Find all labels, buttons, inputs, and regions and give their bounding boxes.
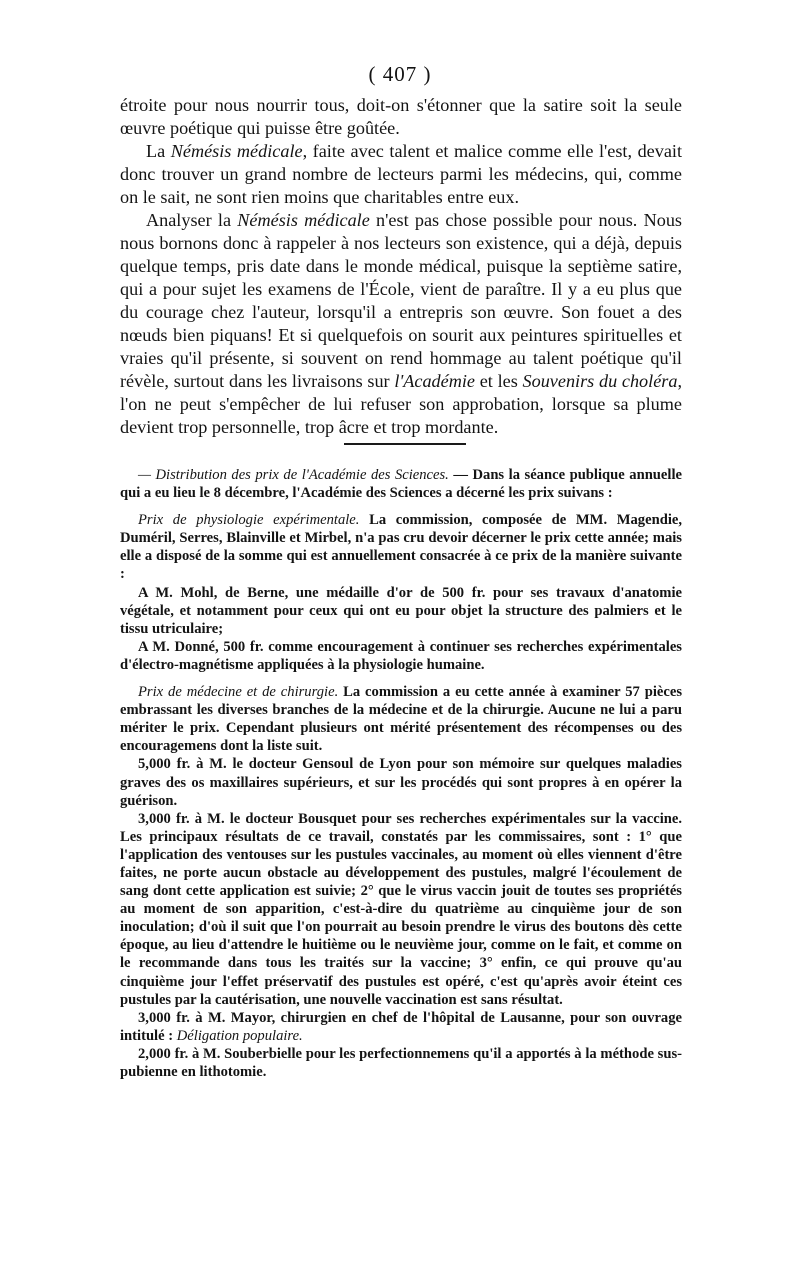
book-title: Némésis médicale	[237, 210, 370, 230]
book-title: Némésis médicale	[170, 141, 303, 161]
page-number: ( 407 )	[368, 62, 432, 86]
section-divider	[344, 443, 466, 445]
prize-title: Prix de médecine et de chirurgie.	[138, 684, 339, 701]
prize-heading: Prix de physiologie expérimentale. La commission, composée de MM. Magendie, Duméril, Serres, Blainville et Mirbel, n'a pas cru devoir décerner le prix cette année; mais elle a disposé de la somme qui est annuellement consacrée à ce prix de la manière suivante :	[120, 512, 682, 583]
section-intro: — Distribution des prix de l'Académie des Sciences. — Dans la séance publique annuelle qui a eu lieu le 8 décembre, l'Académie des Sciences a décerné les prix suivans :	[120, 467, 682, 502]
paragraph: étroite pour nous nourrir tous, doit-on s'étonner que la satire soit la seule œuvre poétique qui puisse être goûtée.	[120, 95, 682, 138]
award-entry: A M. Mohl, de Berne, une médaille d'or de 500 fr. pour ses travaux d'anatomie végétale, et notamment pour ceux qui ont eu pour objet la structure des palmiers et le tissu utriculaire;	[120, 584, 682, 637]
prize-section	[120, 466, 682, 1081]
award-entry: A M. Donné, 500 fr. comme encouragement à continuer ses recherches expérimentales d'électro-magnétisme appliquées à la physiologie humaine.	[120, 638, 682, 673]
main-text	[120, 94, 682, 439]
section-title: — Distribution des prix de l'Académie des Sciences.	[138, 467, 449, 483]
paragraph: La Némésis médicale, faite avec talent et malice comme elle l'est, devait donc trouver un grand nombre de lecteurs parmi les médecins, qui, comme on le sait, ne sont rien moins que charitables entre eux.	[120, 141, 683, 207]
prize-heading: Prix de médecine et de chirurgie. La commission a eu cette année à examiner 57 pièces embrassant les diverses branches de la médecine et de la chirurgie. Aucune ne lui a paru mériter le prix. Cependant plusieurs ont mérité présentement des récompenses ou des encouragemens dont la liste suit.	[120, 684, 682, 755]
book-title: Souvenirs du choléra	[522, 371, 678, 391]
award-entry: 5,000 fr. à M. le docteur Gensoul de Lyon pour son mémoire sur quelques maladies graves des os maxillaires supérieurs, et sur les procédés qui sont propres à en opérer la guérison.	[120, 756, 682, 809]
paragraph: Analyser la Némésis médicale n'est pas chose possible pour nous. Nous nous bornons donc à rappeler à nos lecteurs son existence, qui a déjà, depuis quelque temps, pris date dans le monde médical, puisque la septième satire, qui a pour sujet les examens de l'École, vient de paraître. Il y a eu plus que du courage chez l'auteur, lorsqu'il a entrepris son œuvre. Son fouet a des nœuds bien piquans! Et si quelquefois on sourit aux peintures spirituelles et vraies qu'il présente, si souvent on rend hommage au talent poétique qu'il révèle, surtout dans les livraisons sur l'Académie et les Souvenirs du choléra, l'on ne peut s'empêcher de lui refuser son approbation, lorsque sa plume devient trop personnelle, trop âcre et trop mordante.	[120, 210, 683, 437]
award-entry: 3,000 fr. à M. Mayor, chirurgien en chef de l'hôpital de Lausanne, pour son ouvrage intitulé : Déligation populaire.	[120, 1009, 682, 1044]
prize-title: Prix de physiologie expérimentale.	[138, 512, 360, 529]
award-entry: 3,000 fr. à M. le docteur Bousquet pour ses recherches expérimentales sur la vaccine. Les principaux résultats de ce travail, constatés par les commissaires, sont : 1° que l'application des ventouses sur les pustules vaccinales, au moment où elles viennent d'être faites, ne porte aucun obstacle au développement des pustules, malgré l'écoulement de sang dont cette application est suivie; 2° que le virus vaccin jouit de toutes ses propriétés au moment de son apparition, c'est-à-dire du quatrième au cinquième jour de son inoculation; d'où il suit que l'on pourrait au besoin prendre le virus des boutons dès cette époque, au lieu d'attendre le huitième ou le neuvième jour, comme on le fait, et comme on le recommande dans tous les traités sur la vaccine; 3° enfin, ce qui prouve qu'au cinquième jour l'effet préservatif des pustules est opéré, c'est qu'après avoir éteint ces pustules par la cautérisation, une nouvelle vaccination est sans résultat.	[120, 810, 682, 1008]
book-title: l'Académie	[394, 371, 475, 391]
book-title: Déligation populaire.	[176, 1027, 303, 1044]
award-entry: 2,000 fr. à M. Souberbielle pour les perfectionnemens qu'il a apportés à la méthode sus-pubienne en lithotomie.	[120, 1045, 682, 1080]
